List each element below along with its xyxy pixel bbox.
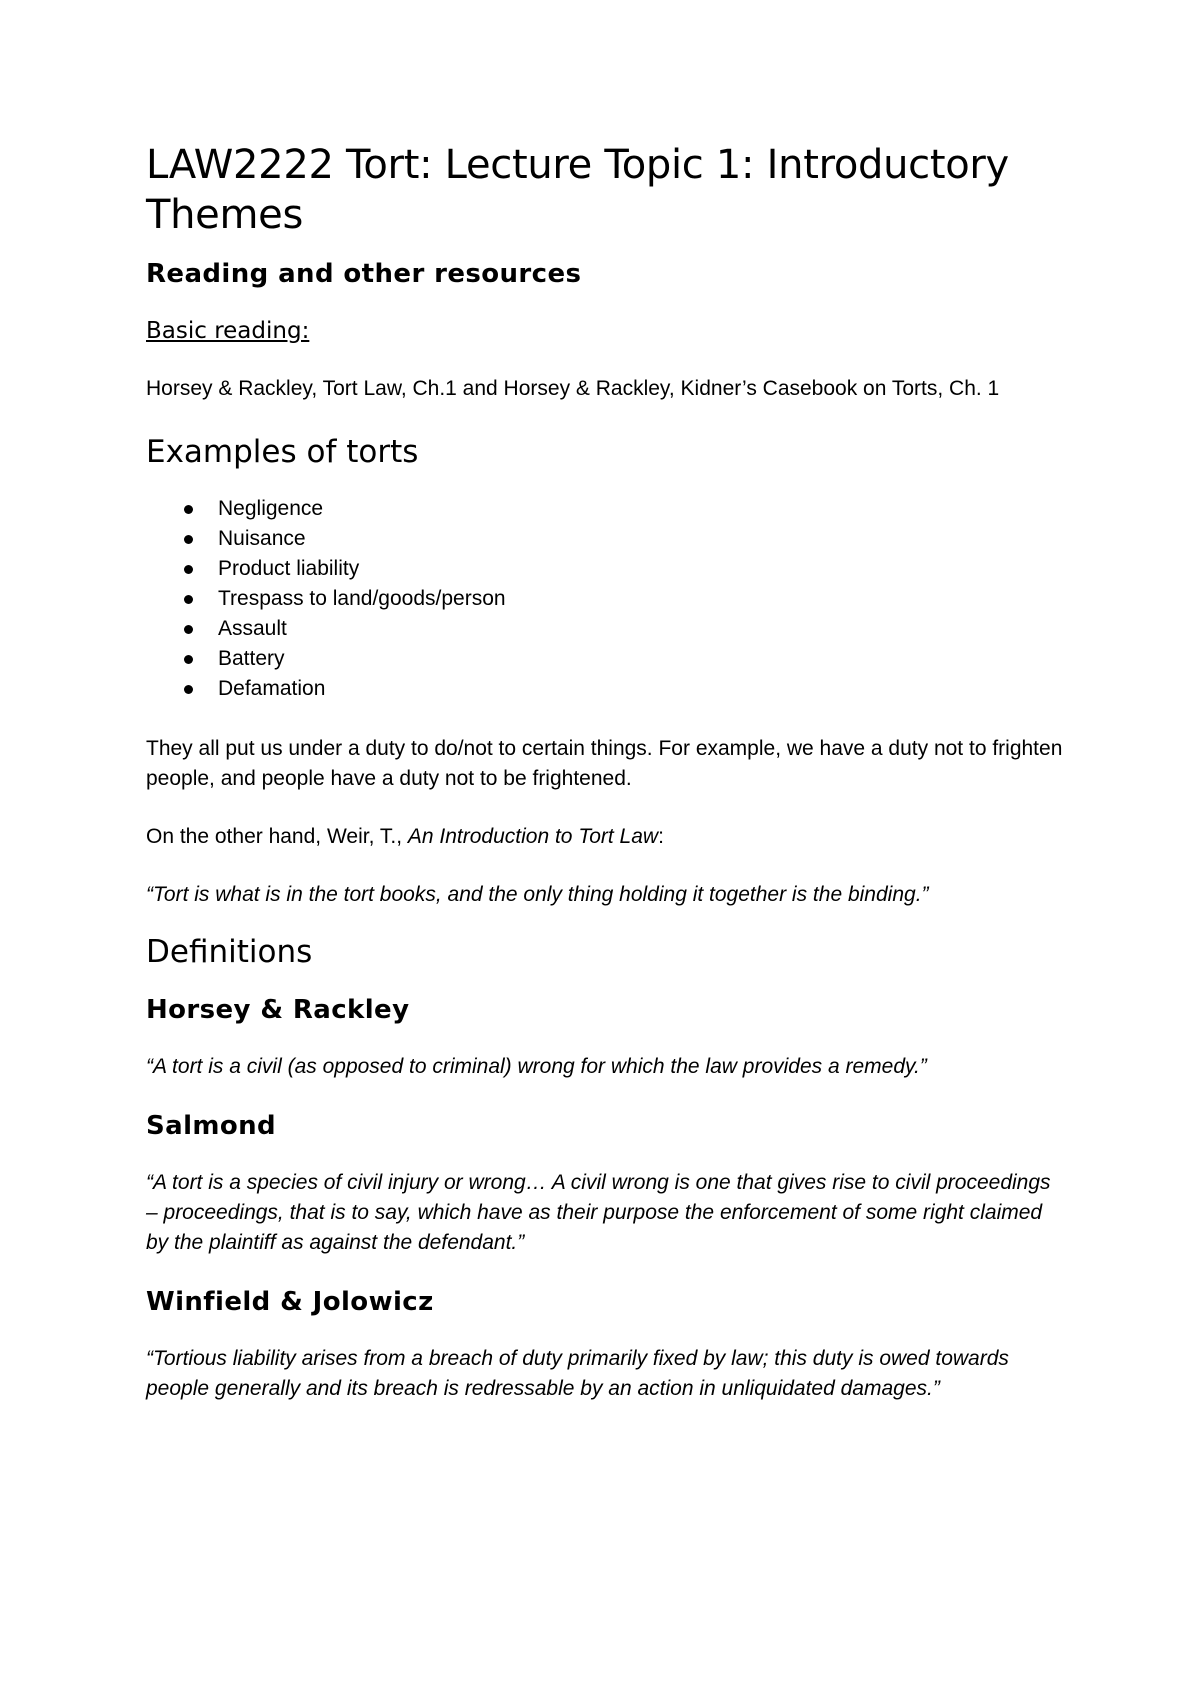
page-title: LAW2222 Tort: Lecture Topic 1: Introductory Themes <box>146 142 1009 238</box>
examples-heading: Examples of torts <box>146 434 419 470</box>
document-body <box>146 140 1066 1432</box>
duty-paragraph: They all put us under a duty to do/not to certain things. For example, we have a duty not to frighten people, and people have a duty not to be frightened. <box>146 737 1063 790</box>
definition-author-horsey-rackley: Horsey & Rackley <box>146 995 410 1025</box>
weir-intro <box>146 822 1066 852</box>
list-item <box>146 554 1066 584</box>
bullet-icon <box>184 595 193 604</box>
list-item <box>146 584 1066 614</box>
definition-quote-winfield-jolowicz: “Tortious liability arises from a breach of duty primarily fixed by law; this duty is owed towards people generally and its breach is redressable by an action in unliquidated damages.” <box>146 1347 1009 1400</box>
list-item-label: Defamation <box>218 677 326 700</box>
definition-author-salmond: Salmond <box>146 1111 277 1141</box>
list-item <box>146 614 1066 644</box>
reading-heading: Reading and other resources <box>146 259 582 289</box>
list-item <box>146 494 1066 524</box>
weir-quote: “Tort is what is in the tort books, and the only thing holding it together is the binding.” <box>146 883 929 906</box>
list-item-label: Nuisance <box>218 527 306 550</box>
bullet-icon <box>184 565 193 574</box>
definition-quote-horsey-rackley: “A tort is a civil (as opposed to criminal) wrong for which the law provides a remedy.” <box>146 1055 927 1078</box>
list-item <box>146 644 1066 674</box>
list-item-label: Trespass to land/goods/person <box>218 587 506 610</box>
list-item <box>146 524 1066 554</box>
basic-reading-text: Horsey & Rackley, Tort Law, Ch.1 and Horsey & Rackley, Kidner’s Casebook on Torts, Ch. 1 <box>146 377 1000 400</box>
list-item-label: Product liability <box>218 557 360 580</box>
definitions-heading: Definitions <box>146 934 313 970</box>
weir-intro-suffix: : <box>658 825 664 848</box>
basic-reading-label: Basic reading: <box>146 318 310 344</box>
weir-book-title: An Introduction to Tort Law <box>407 825 659 848</box>
definition-author-winfield-jolowicz: Winfield & Jolowicz <box>146 1287 434 1317</box>
tort-examples-list <box>146 494 1066 704</box>
definition-quote-salmond: “A tort is a species of civil injury or wrong… A civil wrong is one that gives rise to civil proceedings – proceedings, that is to say, which have as their purpose the enforcement of some right claimed by the plaintiff as against the defendant.” <box>146 1171 1051 1254</box>
list-item-label: Assault <box>218 617 287 640</box>
weir-intro-prefix: On the other hand, Weir, T., <box>146 825 408 848</box>
bullet-icon <box>184 535 193 544</box>
list-item <box>146 674 1066 704</box>
list-item-label: Battery <box>218 647 285 670</box>
bullet-icon <box>184 505 193 514</box>
bullet-icon <box>184 625 193 634</box>
bullet-icon <box>184 655 193 664</box>
bullet-icon <box>184 685 193 694</box>
list-item-label: Negligence <box>218 497 324 520</box>
